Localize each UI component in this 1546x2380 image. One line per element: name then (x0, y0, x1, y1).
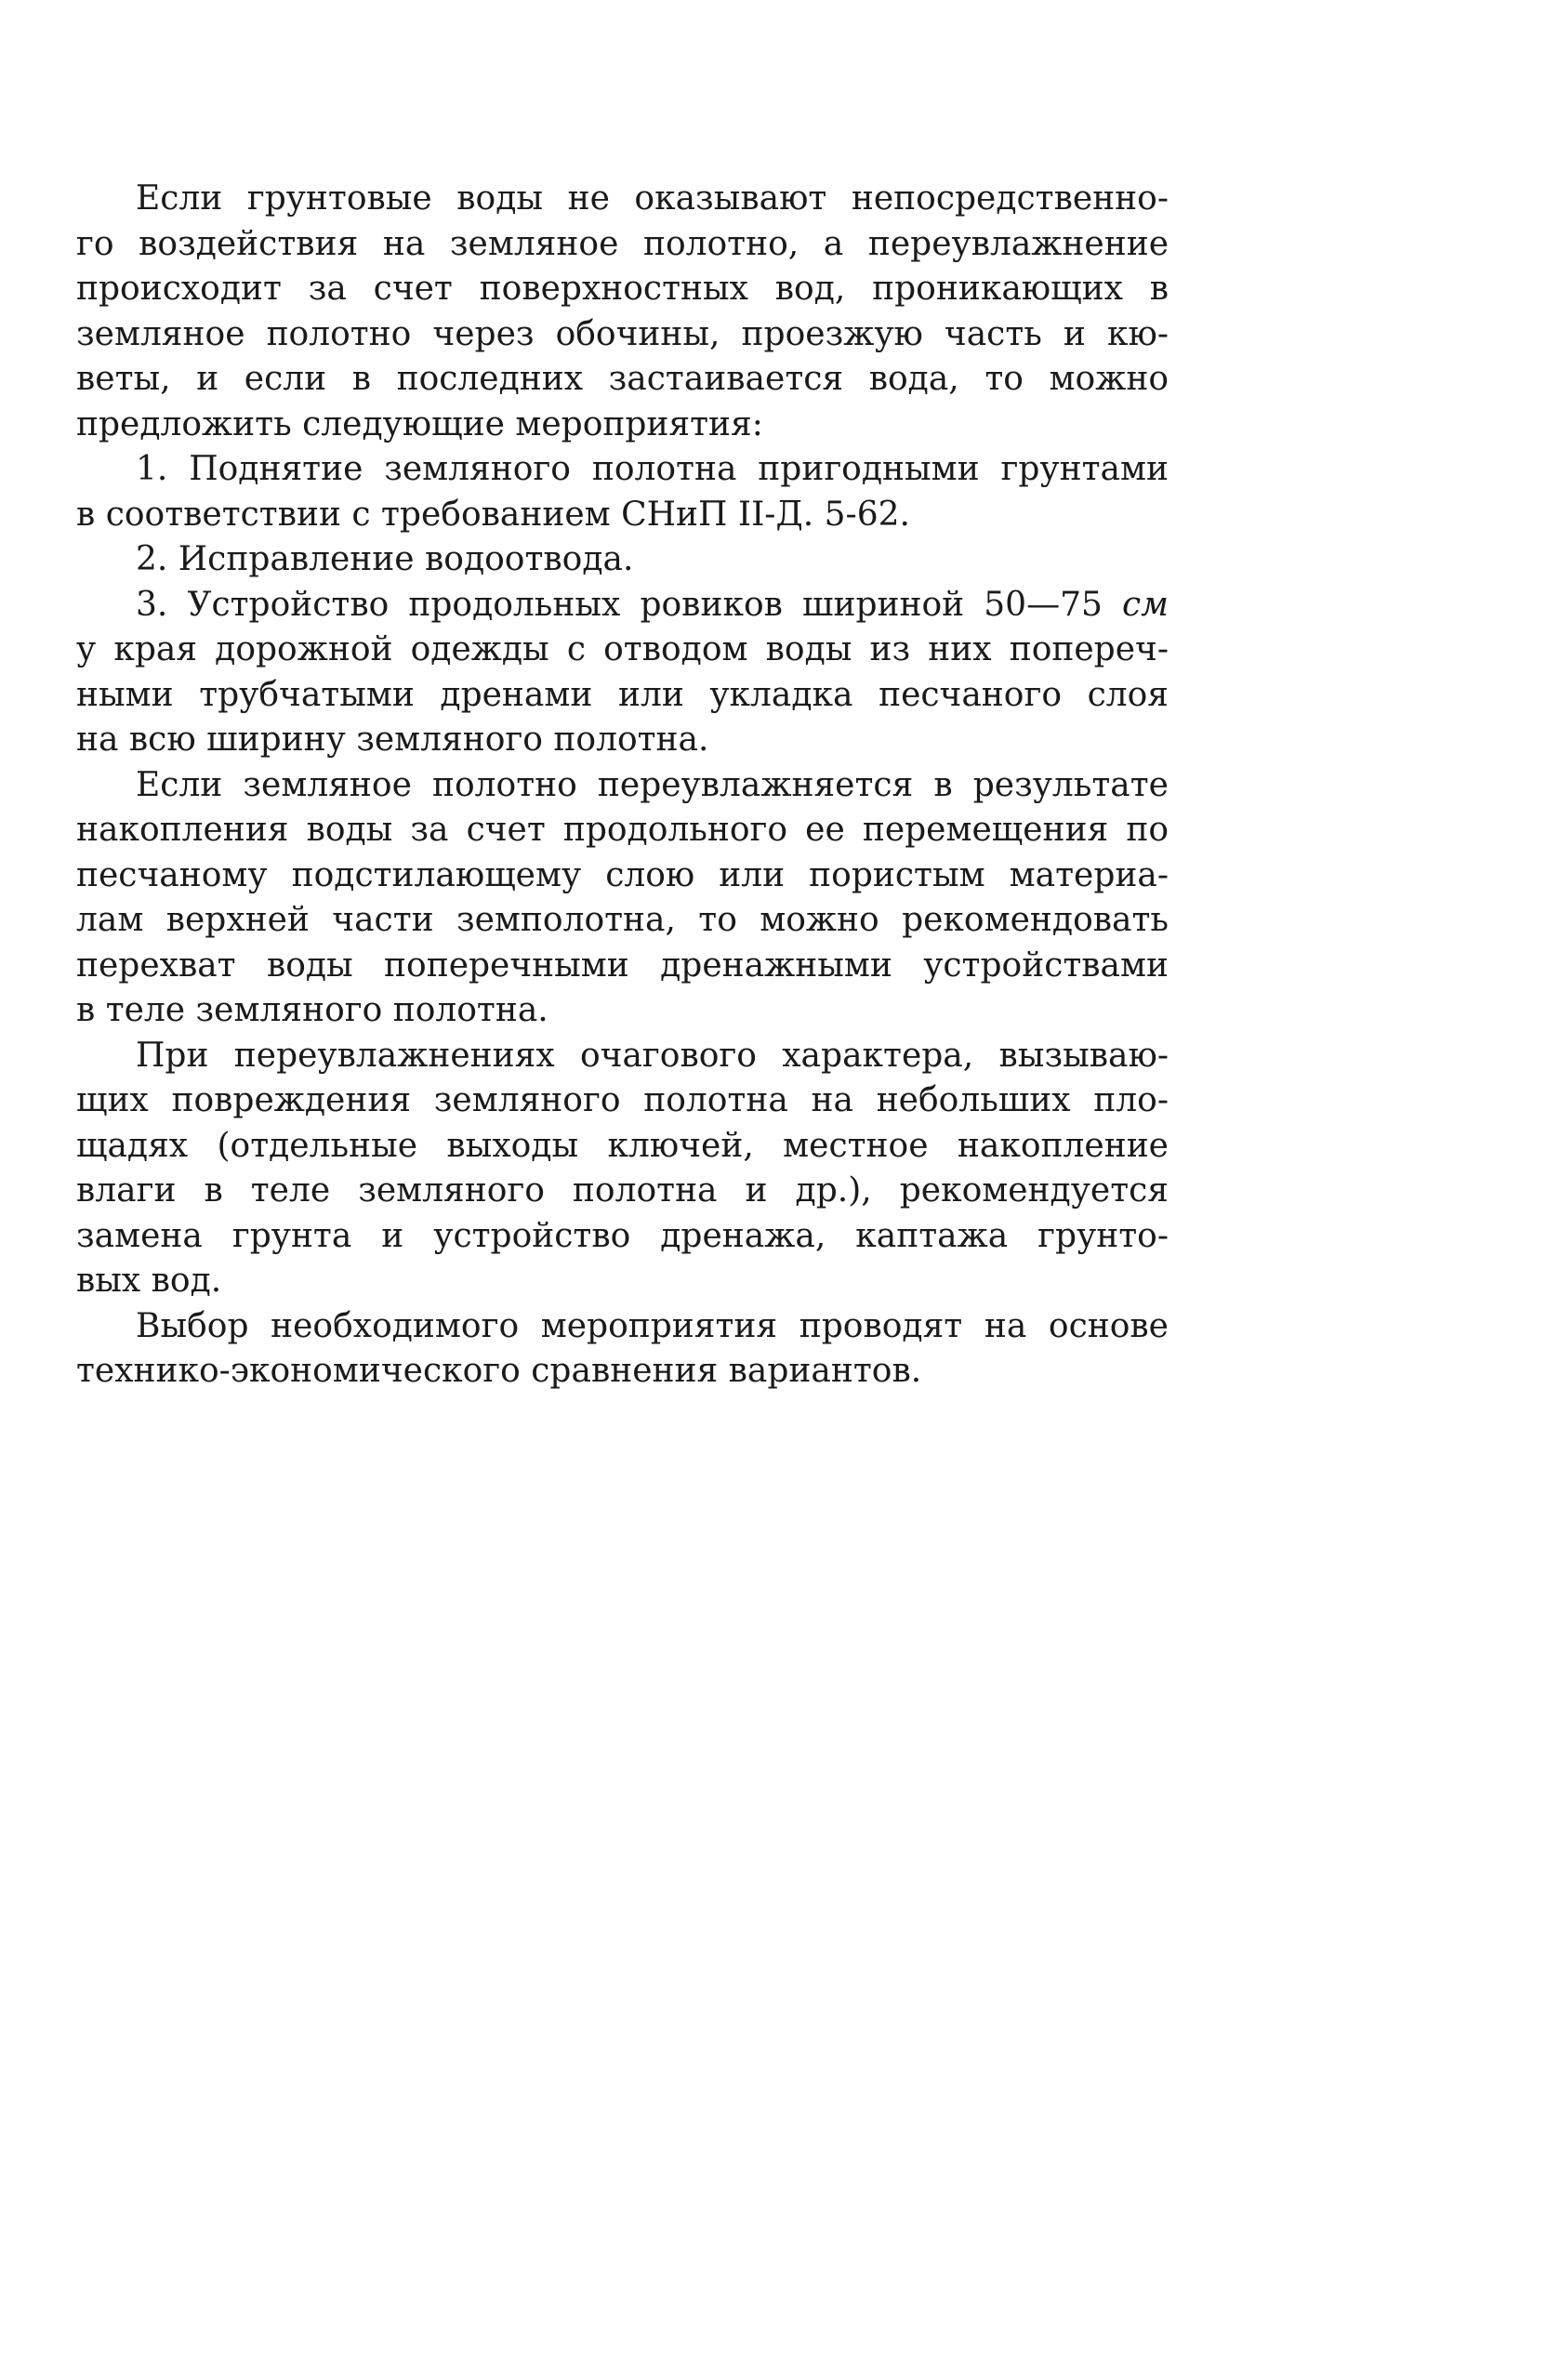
paragraph-4-line-2: технико-экономического сравнения вариантов. (76, 1352, 922, 1390)
paragraph-1-line-4: земляное полотно через обочины, проезжую часть и кю- (76, 314, 1169, 353)
paragraph-3-line-6: вых вод. (76, 1262, 222, 1300)
paragraph-3-line-2: щих повреждения земляного полотна на небольших пло- (76, 1081, 1169, 1119)
list-item-3-line-3: ными трубчатыми дренами или укладка песчаного слоя (76, 675, 1169, 714)
list-item-1-line-1: 1. Поднятие земляного полотна пригодными грунтами (136, 450, 1169, 488)
paragraph-2-line-4: лам верхней части земполотна, то можно рекомендовать (76, 901, 1169, 939)
paragraph-2-line-6: в теле земляного полотна. (76, 991, 548, 1029)
list-item-3-line-1: 3. Устройство продольных ровиков шириной 50—75 см (136, 585, 1169, 624)
paragraph-3-line-5: замена грунта и устройство дренажа, каптажа грунто- (76, 1216, 1169, 1255)
paragraph-1-line-5: веты, и если в последних застаивается вода, то можно (76, 360, 1169, 398)
unit-cm: см (1121, 585, 1169, 624)
paragraph-1-line-1: Если грунтовые воды не оказывают непосредственно- (136, 179, 1169, 218)
paragraph-4-line-1: Выбор необходимого мероприятия проводят на основе (136, 1306, 1169, 1345)
paragraph-2-line-3: песчаному подстилающему слою или пористым материа- (76, 855, 1169, 894)
paragraph-1-line-3: происходит за счет поверхностных вод, проникающих в (76, 270, 1169, 308)
paragraph-3-line-4: влаги в теле земляного полотна и др.), рекомендуется (76, 1171, 1169, 1210)
paragraph-3-line-3: щадях (отдельные выходы ключей, местное накопление (76, 1126, 1169, 1165)
list-item-2-line-1: 2. Исправление водоотвода. (136, 540, 634, 578)
list-item-3-line-2: у края дорожной одежды с отводом воды из них попереч- (76, 630, 1169, 668)
paragraph-1-line-2: го воздействия на земляное полотно, а переувлажнение (76, 224, 1169, 263)
body-text (76, 177, 1169, 1395)
paragraph-2-line-5: перехват воды поперечными дренажными устройствами (76, 945, 1169, 985)
list-item-1-line-2: в соответствии с требованием СНиП II-Д. 5-62. (76, 495, 910, 534)
paragraph-1-line-6: предложить следующие мероприятия: (76, 404, 763, 443)
list-item-3-line-4: на всю ширину земляного полотна. (76, 721, 709, 759)
paragraph-3-line-1: При переувлажнениях очагового характера, вызываю- (136, 1036, 1169, 1075)
paragraph-2-line-2: накопления воды за счет продольного ее перемещения по (76, 811, 1169, 849)
paragraph-2-line-1: Если земляное полотно переувлажняется в результате (136, 765, 1169, 804)
